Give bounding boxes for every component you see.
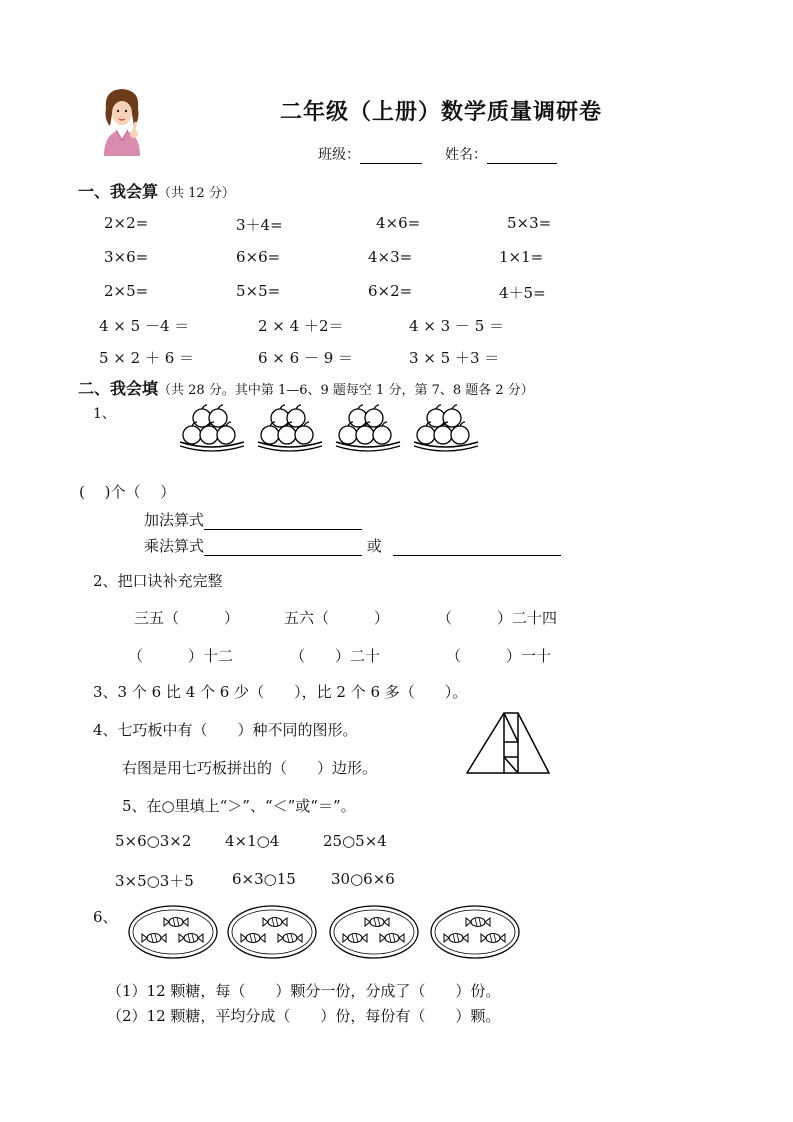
class-label: 班级： — [318, 147, 360, 163]
calc-item: 4＋5= — [499, 284, 546, 302]
mixed-item: 6 × 6 － 9 ＝ — [258, 349, 354, 367]
section2-num: 二、 — [78, 379, 111, 398]
q6-line1: （1）12 颗糖，每（ ）颗分一份，分成了（ ）份。 — [107, 982, 501, 1000]
name-label: 姓名： — [445, 147, 487, 163]
calc-item: 2×5= — [104, 282, 149, 300]
calc-item: 6×2= — [368, 282, 413, 300]
q2-item: （ ）十二 — [128, 647, 234, 665]
calc-item: 1×1= — [499, 248, 544, 266]
q1-number: 1、 — [93, 406, 116, 422]
q5-item: 6×3○15 — [232, 870, 296, 888]
calc-item: 2×2= — [104, 214, 149, 232]
mixed-item: 2 × 4 ＋2＝ — [258, 317, 344, 335]
class-blank[interactable] — [360, 147, 422, 164]
calc-item: 3×6= — [104, 248, 149, 266]
q1-mul-label: 乘法算式 — [144, 537, 205, 555]
q1-mul-blank[interactable] — [204, 537, 362, 556]
q1-mul-field — [144, 535, 561, 556]
q2-item: （ ）一十 — [446, 647, 552, 665]
apple-baskets-illustration — [178, 404, 484, 456]
q1-groups-line: ( )个（ ） — [79, 483, 176, 501]
q2-item: （ ）二十 — [290, 647, 381, 665]
section2-note: （共 28 分。其中第 1—6、9 题每空 1 分，第 7、8 题各 2 分） — [158, 383, 534, 398]
teacher-illustration — [96, 86, 148, 158]
section1-num: 一、 — [78, 182, 111, 201]
q1-mul-blank-2[interactable] — [393, 537, 561, 556]
name-blank[interactable] — [487, 147, 557, 164]
q1-add-field — [144, 509, 362, 530]
q6-number: 6、 — [93, 908, 118, 926]
calc-item: 5×5= — [236, 282, 281, 300]
q2-item: （ ）二十四 — [437, 609, 558, 627]
q1-add-blank[interactable] — [204, 511, 362, 530]
q5-item: 3×5○3＋5 — [115, 872, 194, 890]
q5-text: 5、在○里填上“＞”、“＜”或“＝”。 — [122, 797, 356, 815]
mixed-item: 5 × 2 ＋ 6 ＝ — [99, 349, 195, 367]
class-field — [318, 144, 422, 164]
calc-item: 3＋4= — [236, 216, 283, 234]
name-field — [445, 144, 557, 164]
page-title: 二年级（上册）数学质量调研卷 — [280, 100, 603, 125]
calc-item: 6×6= — [236, 248, 281, 266]
calc-item: 4×3= — [368, 248, 413, 266]
section1-note: （共 12 分） — [158, 186, 235, 201]
q5-item: 4×1○4 — [225, 832, 280, 850]
section1-title: 我会算 — [110, 182, 159, 201]
calc-item: 4×6= — [376, 214, 421, 232]
section2-heading — [78, 376, 534, 399]
calc-item: 5×3= — [507, 214, 552, 232]
q5-item: 30○6×6 — [331, 870, 395, 888]
q4-line2: 右图是用七巧板拼出的（ ）边形。 — [122, 759, 378, 777]
q6-line2: （2）12 颗糖，平均分成（ ）份，每份有（ ）颗。 — [107, 1007, 501, 1025]
q3-text: 3、3 个 6 比 4 个 6 少（ ），比 2 个 6 多（ ）。 — [93, 683, 468, 701]
q1-or: 或 — [366, 537, 382, 555]
q2-item: 三五（ ） — [134, 609, 240, 627]
q4-line1: 4、七巧板中有（ ）种不同的图形。 — [93, 721, 358, 739]
tangram-figure — [466, 712, 550, 776]
mixed-item: 3 × 5 ＋3 ＝ — [409, 349, 500, 367]
q5-item: 25○5×4 — [323, 832, 387, 850]
mixed-item: 4 × 3 － 5 ＝ — [409, 317, 505, 335]
section2-title: 我会填 — [110, 379, 159, 398]
candy-plates-illustration — [126, 902, 524, 962]
q1-add-label: 加法算式 — [144, 511, 205, 529]
mixed-item: 4 × 5 －4 ＝ — [99, 317, 190, 335]
q2-item: 五六（ ） — [284, 609, 390, 627]
section1-heading — [78, 179, 235, 202]
q2-text: 2、把口诀补充完整 — [93, 572, 223, 590]
q5-item: 5×6○3×2 — [115, 832, 192, 850]
